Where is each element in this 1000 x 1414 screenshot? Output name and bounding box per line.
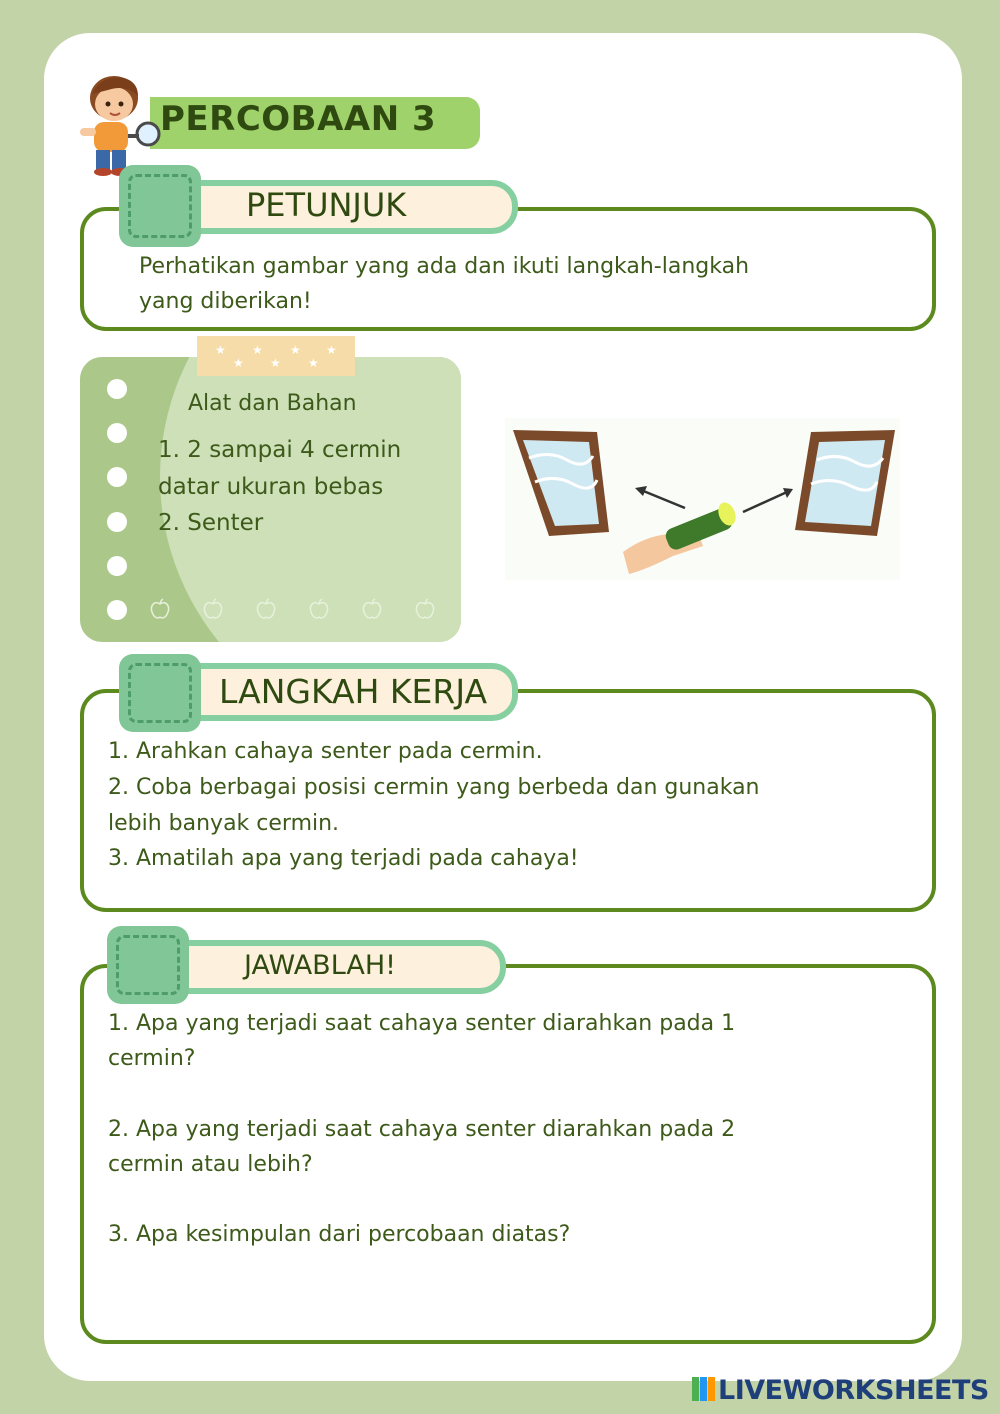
- langkah-kerja-label: LANGKAH KERJA: [219, 672, 488, 711]
- binder-hole: [107, 379, 127, 399]
- jawablah-label: JAWABLAH!: [244, 950, 396, 981]
- langkah-line-1: 1. Arahkan cahaya senter pada cermin.: [108, 739, 543, 764]
- question-2-line-2: cermin atau lebih?: [108, 1152, 313, 1177]
- jawablah-tag-decoration: [107, 926, 189, 1004]
- langkah-kerja-tag-decoration: [119, 654, 201, 732]
- materials-title: Alat dan Bahan: [188, 391, 357, 416]
- petunjuk-label: PETUNJUK: [246, 186, 407, 224]
- binder-hole: [107, 556, 127, 576]
- materials-line-3: 2. Senter: [158, 510, 264, 536]
- apple-icon: [203, 598, 223, 620]
- apple-icon: [309, 598, 329, 620]
- materials-line-2: datar ukuran bebas: [158, 474, 384, 500]
- petunjuk-line-1: Perhatikan gambar yang ada dan ikuti langkah-langkah: [139, 254, 750, 279]
- langkah-line-4: 3. Amatilah apa yang terjadi pada cahaya!: [108, 846, 579, 871]
- binder-hole: [107, 467, 127, 487]
- langkah-line-2: 2. Coba berbagai posisi cermin yang berbeda dan gunakan: [108, 775, 760, 800]
- page-title: PERCOBAAN 3: [160, 99, 437, 139]
- boy-with-magnifier-illustration: [72, 70, 164, 178]
- materials-line-1: 1. 2 sampai 4 cermin: [158, 437, 402, 463]
- apple-icon: [256, 598, 276, 620]
- binder-hole: [107, 423, 127, 443]
- petunjuk-line-2: yang diberikan!: [139, 289, 312, 314]
- question-2-line-1: 2. Apa yang terjadi saat cahaya senter diarahkan pada 2: [108, 1117, 736, 1142]
- petunjuk-tag-decoration: [119, 165, 201, 247]
- binder-hole: [107, 512, 127, 532]
- question-1-line-2: cermin?: [108, 1046, 196, 1071]
- liveworksheets-logo: LIVEWORKSHEETS: [718, 1375, 989, 1406]
- langkah-line-3: lebih banyak cermin.: [108, 811, 340, 836]
- binder-hole: [107, 600, 127, 620]
- question-1-line-1: 1. Apa yang terjadi saat cahaya senter diarahkan pada 1: [108, 1011, 736, 1036]
- mirrors-flashlight-illustration: [505, 418, 900, 580]
- apple-icon: [362, 598, 382, 620]
- apple-icon: [150, 598, 170, 620]
- apple-icon: [415, 598, 435, 620]
- liveworksheets-logo-icon: [692, 1377, 716, 1401]
- question-3: 3. Apa kesimpulan dari percobaan diatas?: [108, 1222, 571, 1247]
